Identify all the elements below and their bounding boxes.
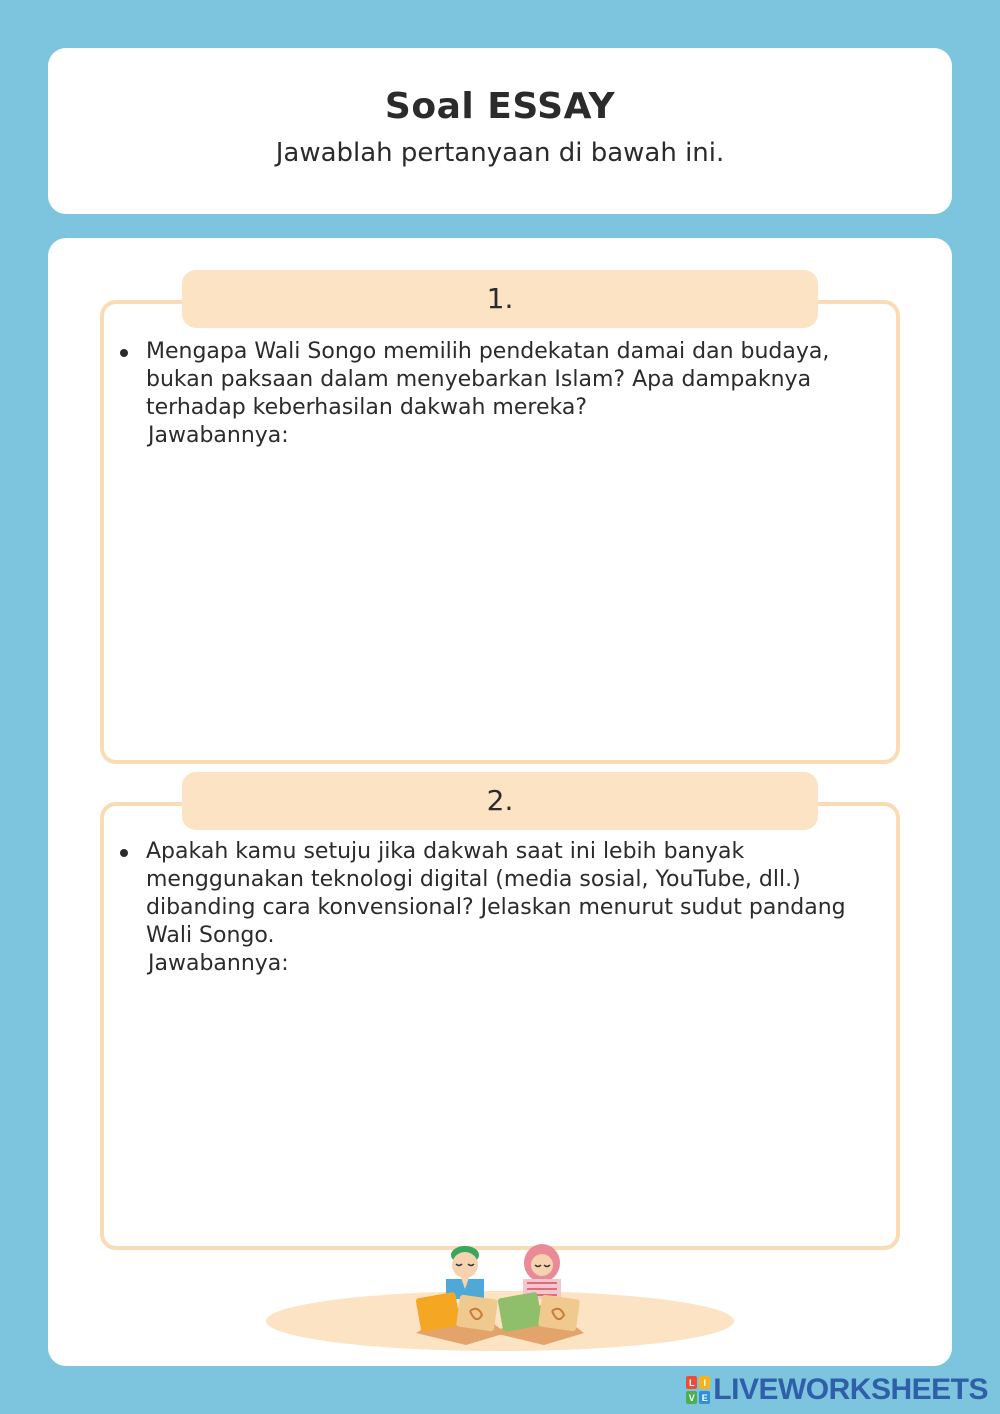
questions-card — [48, 238, 952, 1366]
question-item-1 — [114, 338, 854, 422]
page-title: Soal ESSAY — [384, 86, 616, 127]
question-text-2: Apakah kamu setuju jika dakwah saat ini lebih banyak menggunakan teknologi digital (media sosial, YouTube, dll.) dibanding cara konvensional? Jelaskan menurut sudut pandang Wali Songo. — [146, 839, 846, 948]
logo-letter-i: I — [703, 1378, 706, 1388]
brand-logo[interactable] — [686, 1374, 988, 1406]
page-subtitle: Jawablah pertanyaan di bawah ini. — [275, 138, 725, 168]
answer-label-2: Jawabannya: — [148, 951, 289, 976]
header-card — [48, 48, 952, 214]
children-reading-quran-icon — [408, 1241, 598, 1355]
bullet-icon — [120, 849, 128, 857]
liveworksheets-logo-icon — [686, 1376, 710, 1404]
answer-label-1: Jawabannya: — [148, 423, 289, 448]
question-content-1 — [114, 338, 854, 450]
question-number-1: 1. — [182, 270, 818, 328]
logo-letter-v: V — [689, 1393, 695, 1403]
question-text-1: Mengapa Wali Songo memilih pendekatan damai dan budaya, bukan paksaan dalam menyebarkan Islam? Apa dampaknya terhadap keberhasilan dakwah mereka? — [146, 339, 830, 420]
bullet-icon — [120, 349, 128, 357]
question-content-2 — [114, 838, 854, 978]
brand-name: LIVEWORKSHEETS — [713, 1373, 988, 1406]
question-item-2 — [114, 838, 854, 950]
logo-letter-l: L — [689, 1378, 695, 1388]
logo-letter-e: E — [702, 1393, 708, 1403]
question-number-2: 2. — [182, 772, 818, 830]
